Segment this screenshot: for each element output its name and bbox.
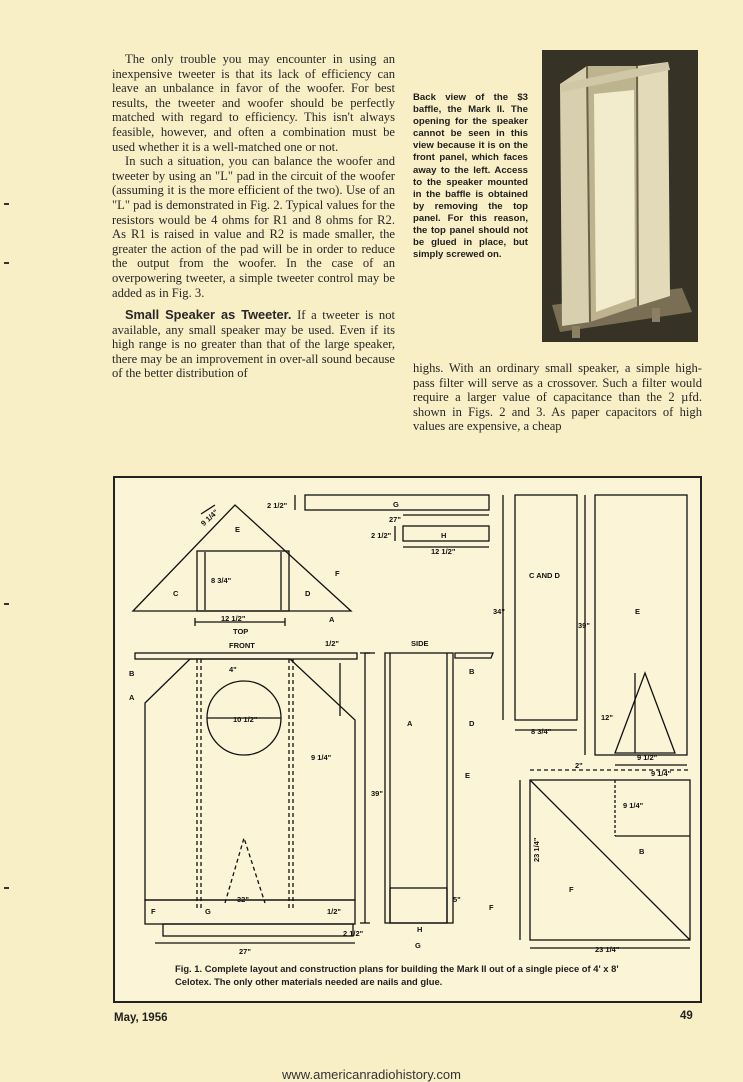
label-e-side: E [465, 771, 471, 780]
label-f: F [335, 569, 340, 578]
label-a-front: A [129, 693, 135, 702]
page-number: 49 [680, 1010, 693, 1022]
twelve-label: 12" [601, 713, 613, 722]
bf-top-label: 9 1/4" [651, 769, 672, 778]
front-top-board [135, 653, 357, 659]
thirty-four-label: 34" [493, 607, 505, 616]
subhead-paragraph [112, 308, 395, 381]
paragraph: The only trouble you may encounter in using an inexpensive tweeter is that its lack of efficiency can leave an unbalance in favor of the woofer. For best results, the tweeter and woofer should be perfectly matched with regard to efficiency. This isn't always feasible, however, and often a combination must be used whether it is a well-matched one or not. [112, 52, 395, 154]
two-half-label: 2 1/2" [343, 929, 364, 938]
e-height-label: 39" [578, 621, 590, 630]
nine-half-label: 9 1/2" [637, 753, 658, 762]
label-c: C [173, 589, 179, 598]
subhead: Small Speaker as Tweeter. [125, 307, 292, 323]
label-b-panel: B [639, 847, 645, 856]
half-inch-base-label: 1/2" [327, 907, 341, 916]
construction-figure [113, 476, 702, 1003]
baffle-photo [542, 50, 698, 342]
subhead-text: If a tweeter is not available, any small speaker may be used. Even if its high range is no greater than that of the large speaker, there may be an improvement in over-all sound because of the better distribution of [112, 308, 396, 381]
label-d-side: D [469, 719, 475, 728]
footer-url: www.americanradiohistory.com [282, 1067, 461, 1082]
side-title: SIDE [411, 639, 429, 648]
bf-width-label: 23 1/4" [595, 945, 620, 954]
label-h: H [441, 531, 447, 540]
four-inch-label: 4" [229, 665, 237, 674]
margin-mark [4, 887, 9, 889]
label-f-panel: F [569, 885, 574, 894]
margin-mark [4, 603, 9, 605]
footer-date: May, 1956 [114, 1012, 168, 1024]
two-inch-label: 2" [575, 761, 583, 770]
label-d: D [305, 589, 311, 598]
panel-e-triangle [615, 673, 675, 753]
margin-mark [4, 203, 9, 205]
thirty-two-label: 32" [237, 895, 249, 904]
g-width-label: 27" [389, 515, 401, 524]
cd-width-label: 8 3/4" [531, 727, 552, 736]
thirty-nine-label: 39" [371, 789, 383, 798]
h-width-label: 12 1/2" [431, 547, 456, 556]
label-g-front: G [205, 907, 211, 916]
front-title: FRONT [229, 641, 255, 650]
margin-mark [4, 262, 9, 264]
top-panel-triangle [133, 505, 351, 611]
twenty-seven-label: 27" [239, 947, 251, 956]
paragraph: highs. With an ordinary small speaker, a simple high-pass filter will serve as a crossover. Such a filter would require a larger value of capacitance than the 2 µfd. shown in Figs. 2 and 3. As paper capacitors of high values are expensive, a cheap [413, 361, 702, 434]
label-a-side: A [407, 719, 413, 728]
top-height-label: 8 3/4" [211, 576, 232, 585]
c-and-d-label: C AND D [529, 571, 560, 580]
nine-quarter-label: 9 1/4" [311, 753, 332, 762]
five-inch-label: 5" [453, 895, 461, 904]
label-b: B [129, 669, 135, 678]
top-width-label: 12 1/2" [221, 614, 246, 623]
label-e: E [235, 525, 241, 534]
article-right-column [413, 361, 702, 434]
label-g: G [393, 500, 399, 509]
side-panel [385, 653, 453, 923]
label-a: A [329, 615, 335, 624]
hole-diameter-label: 10 1/2" [233, 715, 258, 724]
top-slant-label: 9 1/4" [199, 507, 221, 528]
panel-c-and-d [515, 495, 577, 720]
g-height-label: 2 1/2" [267, 501, 288, 510]
photo-caption: Back view of the $3 baffle, the Mark II. The opening for the speaker cannot be seen in this view because it is on the front panel, which faces away to the left. Access to the speaker mounted in the baffle is obtained by removing the top panel. For this reason, the top panel should not be glued in place, but simply screwed on. [413, 92, 528, 261]
half-inch-label: 1/2" [325, 639, 339, 648]
bf-height-label: 23 1/4" [532, 837, 541, 862]
article-left-column [112, 52, 395, 381]
h-height-label: 2 1/2" [371, 531, 392, 540]
label-b-side: B [469, 667, 475, 676]
figure-caption: Fig. 1. Complete layout and construction plans for building the Mark II out of a single piece of 4' x 8' Celotex. The only other materials needed are nails and glue. [175, 963, 619, 987]
front-panel [145, 659, 355, 900]
label-f-front: F [151, 907, 156, 916]
construction-drawing [115, 478, 704, 1005]
paragraph: In such a situation, you can balance the woofer and tweeter by using an "L" pad in the circuit of the woofer (assuming it is the more efficient of the two). Use of an "L" pad is demonstrated in Fig. 2. Typical values for the resistors would be 4 ohms for R1 and 8 ohms for R2. As R1 is raised in value and R2 is made smaller, the greater the action of the pad will be in order to reduce the output from the woofer. In the case of an overpowering tweeter, a simple tweeter control may be added as in Fig. 3. [112, 154, 395, 300]
label-h-side: H [417, 925, 423, 934]
bf-side-label: 9 1/4" [623, 801, 644, 810]
label-g-side: G [415, 941, 421, 950]
label-f-side: F [489, 903, 494, 912]
top-title: TOP [233, 627, 249, 636]
label-e-panel: E [635, 607, 641, 616]
